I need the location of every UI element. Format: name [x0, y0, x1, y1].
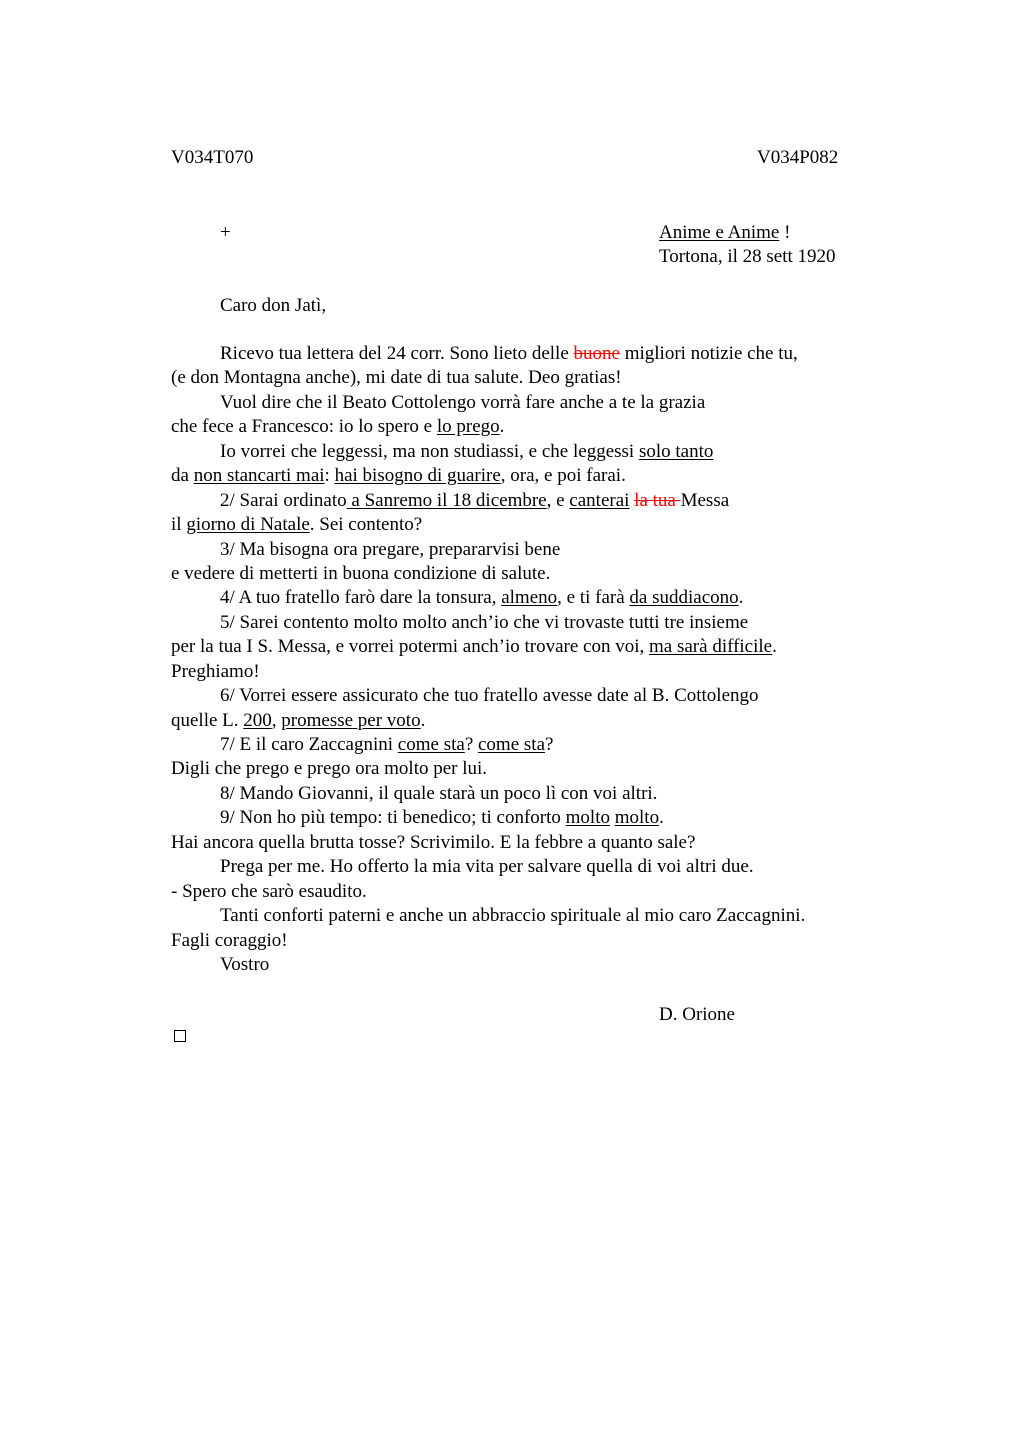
- text: Ricevo tua lettera del 24 corr. Sono lieto delle: [220, 343, 574, 364]
- line: [171, 806, 871, 830]
- text: , e: [546, 489, 570, 511]
- text: che fece a Francesco: io lo spero e: [171, 416, 437, 438]
- underlined-text: almeno: [501, 587, 558, 609]
- underlined-text: non stancarti mai: [193, 465, 325, 487]
- text: 8/ Mando Giovanni, il quale starà un poco lì con voi altri.: [220, 782, 658, 804]
- line: [171, 929, 871, 953]
- text: , e ti farà: [557, 587, 630, 609]
- deleted-word: la tua: [634, 489, 681, 511]
- underlined-text: molto: [614, 807, 660, 829]
- line: [171, 586, 871, 610]
- line: [171, 904, 871, 928]
- underlined-text: giorno di Natale: [186, 514, 310, 536]
- text: per la tua I S. Messa, e vorrei potermi anch’io trovare con voi,: [171, 636, 650, 658]
- line: [171, 684, 871, 708]
- text: il: [171, 514, 187, 536]
- line: [171, 880, 871, 904]
- text: Preghiamo!: [171, 660, 260, 682]
- underlined-text: 200: [243, 709, 272, 731]
- closing: [171, 953, 871, 977]
- line: [171, 366, 871, 390]
- document-code-right: V034P082: [757, 147, 839, 168]
- text: Vuol dire che il Beato Cottolengo vorrà fare anche a te la grazia: [220, 391, 706, 413]
- text: .: [420, 709, 426, 731]
- line: [171, 733, 871, 757]
- salutation: Caro don Jatì,: [220, 295, 327, 316]
- underlined-text: come sta: [397, 734, 465, 755]
- text: :: [324, 465, 335, 487]
- line: [171, 660, 871, 684]
- text: ?: [464, 734, 478, 755]
- square-outline-icon: [174, 1030, 186, 1042]
- signature: D. Orione: [659, 1004, 735, 1025]
- line: [171, 611, 871, 635]
- line: [171, 342, 871, 366]
- text: .: [499, 416, 505, 438]
- text: Hai ancora quella brutta tosse? Scrivimilo. E la febbre a quanto sale?: [171, 831, 696, 853]
- line: [171, 391, 871, 415]
- text: ?: [545, 734, 554, 755]
- text: ,: [271, 709, 282, 731]
- text: Vostro: [220, 953, 270, 975]
- text: .: [659, 807, 664, 829]
- text: , ora, e poi farai.: [500, 465, 626, 487]
- text: migliori notizie che tu,: [619, 343, 798, 364]
- line: [171, 538, 871, 562]
- text: Prega per me. Ho offerto la mia vita per salvare quella di voi altri due.: [220, 856, 754, 878]
- underlined-text: promesse per voto: [281, 709, 421, 731]
- letter-body: [171, 342, 871, 977]
- text: (e don Montagna anche), mi date di tua salute. Deo gratias!: [171, 367, 622, 389]
- line: [171, 782, 871, 806]
- text: Io vorrei che leggessi, ma non studiassi, e che leggessi: [220, 440, 639, 462]
- line: [171, 757, 871, 781]
- document-code-left: V034T070: [171, 147, 254, 168]
- line: [171, 513, 871, 537]
- underlined-text: da suddiacono: [629, 587, 739, 609]
- underlined-text: canterai: [569, 489, 630, 511]
- place-date: Tortona, il 28 sett 1920: [659, 246, 836, 267]
- underlined-text: a Sanremo il 18 dicembre: [346, 489, 547, 511]
- line: [171, 635, 871, 659]
- underlined-text: lo prego: [436, 416, 500, 438]
- text: 5/ Sarei contento molto molto anch’io che vi trovaste tutti tre insieme: [220, 611, 749, 633]
- line: [171, 440, 871, 464]
- text: Tanti conforti paterni e anche un abbraccio spirituale al mio caro Zaccagnini.: [220, 905, 806, 927]
- text: .: [738, 587, 744, 609]
- text: e vedere di metterti in buona condizione di salute.: [171, 562, 551, 584]
- text: Messa: [680, 489, 730, 511]
- text: Fagli coraggio!: [171, 929, 288, 951]
- motto: Anime e Anime: [659, 222, 780, 243]
- line: [171, 415, 871, 439]
- text: 4/ A tuo fratello farò dare la tonsura,: [220, 587, 502, 609]
- text: da: [171, 465, 194, 487]
- line: [171, 855, 871, 879]
- text: 3/ Ma bisogna ora pregare, prepararvisi bene: [220, 538, 561, 560]
- line: [171, 831, 871, 855]
- text: - Spero che sarò esaudito.: [171, 880, 367, 902]
- line: [171, 489, 871, 513]
- text: .: [772, 636, 777, 658]
- text: . Sei contento?: [309, 514, 423, 536]
- underlined-text: ma sarà difficile: [649, 636, 773, 658]
- text: 7/ E il caro Zaccagnini: [220, 734, 398, 755]
- text: quelle L.: [171, 709, 244, 731]
- underlined-text: molto: [565, 807, 610, 829]
- line: [171, 709, 871, 733]
- motto-exclamation: !: [779, 222, 791, 243]
- cross-mark: +: [220, 222, 231, 243]
- line: [171, 464, 871, 488]
- underlined-text: solo tanto: [638, 440, 714, 462]
- line: [171, 562, 871, 586]
- deleted-word: buone: [573, 343, 620, 364]
- text: 2/ Sarai ordinato: [220, 489, 347, 511]
- text: 9/ Non ho più tempo: ti benedico; ti conforto: [220, 807, 566, 829]
- underlined-text: hai bisogno di guarire: [334, 465, 501, 487]
- text: Digli che prego e prego ora molto per lui.: [171, 758, 488, 780]
- motto-line: [659, 221, 790, 245]
- text: 6/ Vorrei essere assicurato che tuo fratello avesse date al B. Cottolengo: [220, 685, 759, 707]
- underlined-text: come sta: [478, 734, 546, 755]
